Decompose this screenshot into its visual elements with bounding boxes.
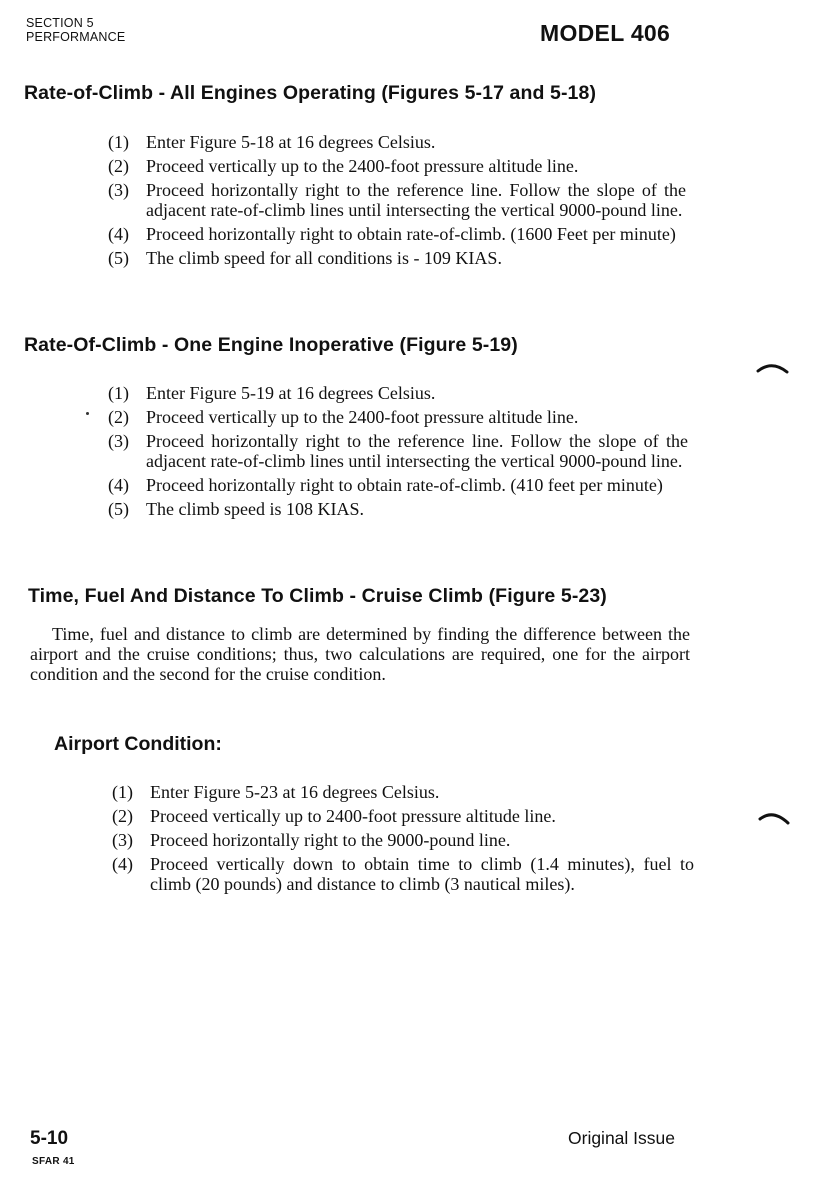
step-number: (4): [108, 224, 129, 244]
page-header-section: [26, 16, 125, 44]
page-number: 5-10: [30, 1128, 69, 1149]
list-item: [108, 248, 686, 268]
heading-rate-of-climb-all-engines: Rate-of-Climb - All Engines Operating (Figures 5-17 and 5-18): [24, 82, 597, 104]
list-item: [108, 224, 686, 244]
step-number: (1): [108, 383, 129, 403]
step-text: Proceed vertically up to the 2400-foot pressure altitude line.: [146, 156, 579, 176]
intro-paragraph: Time, fuel and distance to climb are determined by finding the difference between the airport and the cruise conditions; thus, two calculations are required, one for the airport condition and the second for the cruise condition.: [30, 624, 690, 684]
steps-one-engine: [108, 383, 688, 523]
step-text: Proceed vertically up to the 2400-foot pressure altitude line.: [146, 407, 579, 427]
list-item: [112, 782, 694, 802]
issue-label: Original Issue: [568, 1128, 675, 1148]
step-number: (3): [108, 431, 129, 451]
step-number: (5): [108, 248, 129, 268]
step-text: Proceed horizontally right to the 9000-pound line.: [150, 830, 511, 850]
step-number: (3): [112, 830, 133, 850]
step-text: The climb speed for all conditions is - 109 KIAS.: [146, 248, 502, 268]
step-number: (2): [108, 156, 129, 176]
step-text: Proceed horizontally right to obtain rate-of-climb. (410 feet per minute): [146, 475, 663, 495]
list-item: [108, 499, 688, 519]
list-item: [112, 806, 694, 826]
list-item: [108, 132, 686, 152]
subheading-airport-condition: Airport Condition:: [54, 733, 222, 755]
speck-icon: [86, 412, 89, 415]
scan-mark-icon: [756, 360, 790, 376]
list-item: [108, 407, 688, 427]
step-number: (2): [112, 806, 133, 826]
step-text: The climb speed is 108 KIAS.: [146, 499, 364, 519]
section-name: PERFORMANCE: [26, 30, 126, 44]
list-item: [108, 156, 686, 176]
model-title: MODEL 406: [540, 20, 671, 46]
scan-mark-icon: [758, 808, 792, 826]
section-number: SECTION 5: [26, 16, 94, 30]
heading-rate-of-climb-one-engine: Rate-Of-Climb - One Engine Inoperative (Figure 5-19): [24, 334, 518, 356]
list-item: [108, 475, 688, 495]
step-text: Proceed vertically down to obtain time to climb (1.4 minutes), fuel to climb (20 pounds) and distance to climb (3 nautical miles).: [150, 854, 694, 894]
step-number: (3): [108, 180, 129, 200]
sfar-label: SFAR 41: [32, 1156, 75, 1167]
list-item: [108, 180, 686, 220]
list-item: [108, 383, 688, 403]
step-text: Proceed vertically up to 2400-foot pressure altitude line.: [150, 806, 556, 826]
list-item: [108, 431, 688, 471]
step-text: Enter Figure 5-23 at 16 degrees Celsius.: [150, 782, 440, 802]
steps-all-engines: [108, 132, 686, 272]
step-number: (4): [112, 854, 133, 874]
step-text: Enter Figure 5-18 at 16 degrees Celsius.: [146, 132, 436, 152]
step-number: (2): [108, 407, 129, 427]
step-text: Proceed horizontally right to the reference line. Follow the slope of the adjacent rate-of-climb lines until intersecting the vertical 9000-pound line.: [146, 431, 688, 471]
step-number: (1): [108, 132, 129, 152]
heading-time-fuel-distance: Time, Fuel And Distance To Climb - Cruise Climb (Figure 5-23): [28, 585, 607, 607]
list-item: [112, 854, 694, 894]
list-item: [112, 830, 694, 850]
step-text: Enter Figure 5-19 at 16 degrees Celsius.: [146, 383, 436, 403]
step-number: (5): [108, 499, 129, 519]
steps-airport-condition: [112, 782, 694, 898]
step-number: (1): [112, 782, 133, 802]
step-number: (4): [108, 475, 129, 495]
step-text: Proceed horizontally right to the reference line. Follow the slope of the adjacent rate-of-climb lines until intersecting the vertical 9000-pound line.: [146, 180, 686, 220]
step-text: Proceed horizontally right to obtain rate-of-climb. (1600 Feet per minute): [146, 224, 676, 244]
